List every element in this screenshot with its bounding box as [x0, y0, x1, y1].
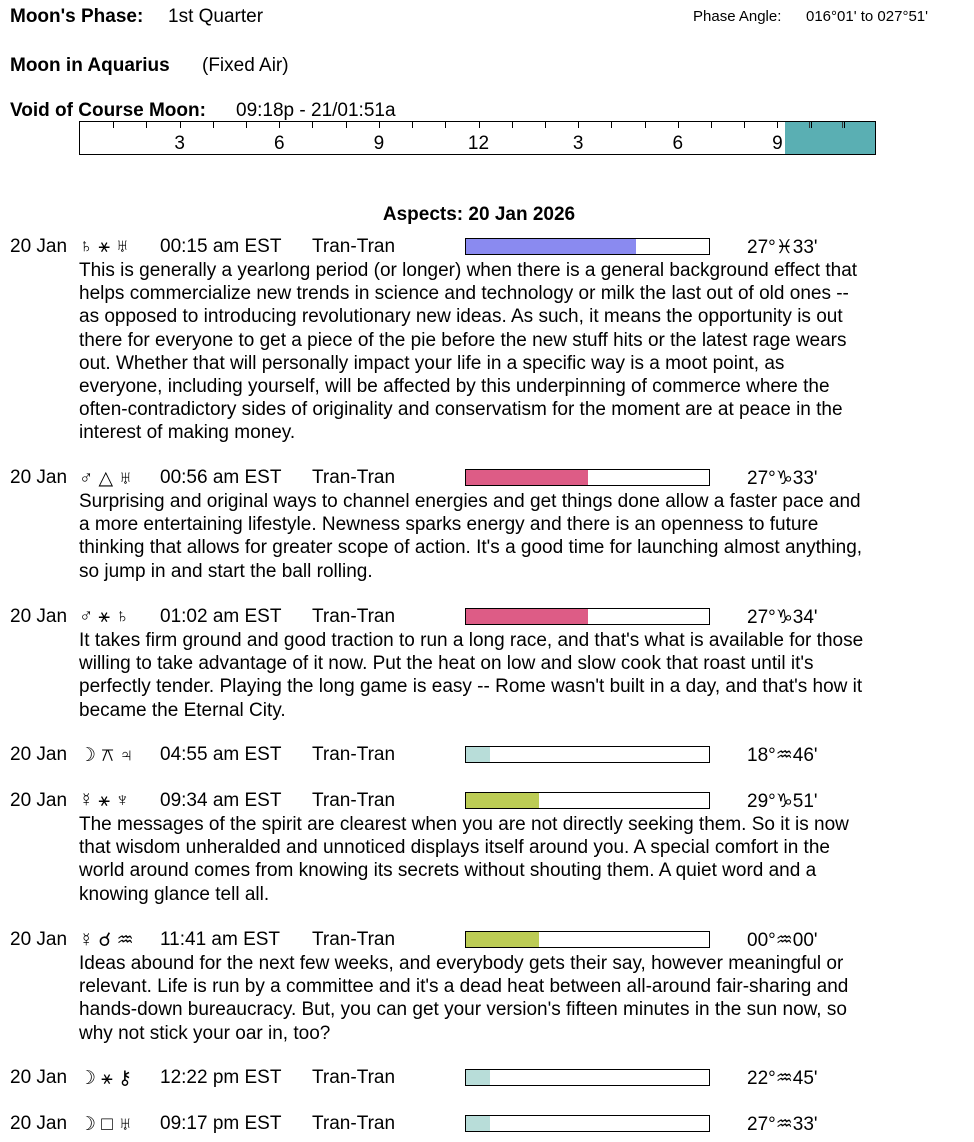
aspect-glyphs: ♂ ⚹ ♄	[79, 606, 130, 627]
aspect-entry	[10, 236, 960, 445]
timeline-hour-tick	[844, 122, 845, 128]
aspect-time: 09:17 pm EST	[160, 1113, 282, 1134]
timeline-hour-tick	[346, 122, 347, 128]
aspect-strength-bar	[465, 469, 710, 486]
timeline-hour-tick	[811, 122, 812, 128]
aspect-header	[10, 744, 960, 767]
aspect-time: 09:34 am EST	[160, 790, 282, 811]
aspect-description-line: thinking that allows for greater scope of action. It's a good time for launching almost anything,	[79, 537, 863, 559]
aspect-date: 20 Jan	[10, 1067, 68, 1088]
aspect-strength-fill	[466, 747, 490, 762]
aspect-time: 04:55 am EST	[160, 744, 282, 765]
aspect-description-line: as opposed to introducing revolutionary new ideas. As such, it means the opportunity is out	[79, 306, 843, 328]
timeline-hour-tick	[246, 122, 247, 128]
aspect-entry	[10, 929, 960, 1045]
aspect-strength-bar	[465, 238, 710, 255]
aspect-type: Tran-Tran	[312, 744, 396, 765]
aspect-date: 20 Jan	[10, 1113, 68, 1134]
aspect-description-line: This is generally a yearlong period (or longer) when there is a general background effect that	[79, 260, 858, 281]
timeline-hour-tick	[744, 122, 745, 128]
aspect-description-line: why not stick your oar in, too?	[79, 1022, 331, 1044]
aspect-time: 00:56 am EST	[160, 467, 282, 488]
aspect-description-line: knowing glance tell all.	[79, 883, 270, 905]
aspect-glyphs: ♂ △ ♅	[79, 468, 133, 489]
aspect-description-line: Ideas abound for the next few weeks, and everybody gets their say, however meaningful or	[79, 953, 844, 974]
aspect-date: 20 Jan	[10, 744, 68, 765]
aspect-header	[10, 1113, 960, 1136]
aspect-strength-bar	[465, 1115, 710, 1132]
aspect-type: Tran-Tran	[312, 606, 396, 627]
timeline-hour-tick	[213, 122, 214, 128]
timeline-hour-label: 6	[273, 133, 285, 154]
aspect-date: 20 Jan	[10, 929, 68, 950]
aspect-type: Tran-Tran	[312, 236, 396, 257]
timeline-hour-tick	[180, 122, 181, 128]
aspect-description-line: out. Whether that will personally impact your life in a specific way is a moot point, as	[79, 352, 785, 374]
timeline-hour-tick	[445, 122, 446, 128]
timeline-hour-tick	[512, 122, 513, 128]
aspect-type: Tran-Tran	[312, 1067, 396, 1088]
aspects-title: Aspects: 20 Jan 2026	[382, 204, 576, 225]
voc-value: 09:18p - 21/01:51a	[236, 100, 396, 121]
timeline-hour-label: 9	[373, 133, 385, 154]
aspect-description	[79, 259, 960, 445]
aspect-description-line: helps commercialize new trends in science and technology or milk the last out of old ones --	[79, 283, 849, 305]
aspect-description-line: hands-down bureaucracy. But, you can get your version's fifteen minutes in the sun now, so	[79, 999, 847, 1021]
aspect-description-line: The messages of the spirit are clearest when you are not directly seeking them. So it is now	[79, 814, 849, 835]
aspect-header	[10, 790, 960, 813]
aspect-strength-fill	[466, 932, 539, 947]
aspect-degree: 18°♒46'	[747, 745, 818, 766]
aspect-description-line: a more entertaining lifestyle. Newness sparks energy and there is an openness to future	[79, 514, 819, 536]
aspect-description-line: there for everyone to get a piece of the pie before the new stuff hits or the latest rage wears	[79, 329, 847, 351]
aspect-description	[79, 629, 960, 722]
timeline-hour-tick	[479, 122, 480, 128]
aspect-description	[79, 490, 960, 583]
timeline-hour-tick	[379, 122, 380, 128]
aspect-glyphs: ☽ ⚻ ♃	[79, 745, 134, 766]
aspect-date: 20 Jan	[10, 236, 68, 257]
aspect-description-line: relevant. Life is run by a committee and it's a dead heat between all-around fair-sharing and	[79, 976, 849, 998]
aspect-degree: 27°♒33'	[747, 1114, 818, 1135]
aspect-type: Tran-Tran	[312, 467, 396, 488]
phase-angle-label: Phase Angle:	[693, 8, 782, 25]
aspect-strength-bar	[465, 746, 710, 763]
aspect-type: Tran-Tran	[312, 790, 396, 811]
phase-angle-value: 016°01' to 027°51'	[806, 8, 928, 25]
voc-label: Void of Course Moon:	[10, 100, 206, 121]
aspect-strength-fill	[466, 1070, 490, 1085]
aspect-time: 00:15 am EST	[160, 236, 282, 257]
aspect-degree: 27°♑33'	[747, 468, 818, 489]
moon-sign-quality: (Fixed Air)	[202, 55, 289, 76]
aspect-degree: 29°♑51'	[747, 791, 818, 812]
aspect-description	[79, 813, 960, 906]
aspect-description-line: so jump in and start the ball rolling.	[79, 560, 373, 582]
void-of-course-timeline	[79, 121, 876, 155]
aspect-header	[10, 236, 960, 259]
aspect-description-line: that wisdom unheralded and unnoticed displays itself around you. A special comfort in the	[79, 837, 830, 859]
aspect-strength-fill	[466, 1116, 490, 1131]
aspect-strength-bar	[465, 608, 710, 625]
aspect-strength-fill	[466, 793, 539, 808]
aspect-glyphs: ☽ □ ♅	[79, 1114, 133, 1135]
aspect-time: 12:22 pm EST	[160, 1067, 282, 1088]
aspect-description-line: Surprising and original ways to channel energies and get things done allow a faster pace and	[79, 491, 861, 512]
aspect-strength-fill	[466, 239, 636, 254]
timeline-hour-tick	[113, 122, 114, 128]
aspect-degree: 27°♓33'	[747, 237, 818, 258]
aspect-description-line: willing to take advantage of it now. Put the heat on low and slow cook that roast until it's	[79, 653, 814, 675]
aspect-description-line: It takes firm ground and good traction to run a long race, and that's what is available for those	[79, 630, 864, 651]
aspect-entry	[10, 744, 960, 767]
aspect-header	[10, 606, 960, 629]
aspect-type: Tran-Tran	[312, 929, 396, 950]
aspect-description-line: became the Eternal City.	[79, 699, 286, 721]
timeline-hour-label: 6	[672, 133, 684, 154]
aspect-date: 20 Jan	[10, 606, 68, 627]
aspect-entry	[10, 467, 960, 583]
aspect-entry	[10, 606, 960, 722]
aspect-header	[10, 467, 960, 490]
aspect-strength-bar	[465, 1069, 710, 1086]
timeline-hour-tick	[611, 122, 612, 128]
aspect-description	[79, 952, 960, 1045]
aspect-glyphs: ☿ ⚹ ♆	[79, 790, 130, 811]
aspect-entry	[10, 1067, 960, 1090]
timeline-hour-tick	[146, 122, 147, 128]
aspect-degree: 00°♒00'	[747, 930, 818, 951]
aspect-strength-bar	[465, 792, 710, 809]
aspect-strength-fill	[466, 470, 588, 485]
timeline-hour-label: 9	[772, 133, 783, 154]
timeline-hour-tick	[578, 122, 579, 128]
aspect-time: 11:41 am EST	[160, 929, 281, 950]
voc-hour-tick	[842, 122, 843, 128]
aspect-description-line: everyone, including yourself, will be affected by this underpinning of commerce where the	[79, 376, 830, 398]
aspect-strength-bar	[465, 931, 710, 948]
aspect-description-line: often-contradictory sides of originality and conservatism for the moment are at peace in the	[79, 399, 843, 421]
aspect-header	[10, 929, 960, 952]
aspect-degree: 22°♒45'	[747, 1068, 818, 1089]
timeline-hour-tick	[645, 122, 646, 128]
phase-label: Moon's Phase:	[10, 6, 144, 27]
aspect-entry	[10, 790, 960, 906]
timeline-hour-label: 12	[467, 133, 490, 154]
timeline-hour-tick	[279, 122, 280, 128]
aspect-glyphs: ☽ ⚹ ⚷	[79, 1068, 132, 1089]
timeline-hour-tick	[312, 122, 313, 128]
timeline-hour-tick	[711, 122, 712, 128]
timeline-hour-tick	[545, 122, 546, 128]
phase-value: 1st Quarter	[168, 6, 264, 27]
aspect-description-line: perfectly tender. Playing the long game is easy -- Rome wasn't built in a day, and that's how it	[79, 676, 863, 698]
aspect-degree: 27°♑34'	[747, 607, 818, 628]
timeline-hour-tick	[777, 122, 778, 128]
aspect-description-line: interest of making money.	[79, 422, 296, 444]
timeline-hour-label: 3	[174, 133, 185, 154]
timeline-hour-label: 3	[572, 133, 584, 154]
aspect-strength-fill	[466, 609, 588, 624]
aspect-header	[10, 1067, 960, 1090]
aspect-glyphs: ♄ ⚹ ♅	[79, 236, 130, 257]
aspect-type: Tran-Tran	[312, 1113, 396, 1134]
timeline-hour-tick	[412, 122, 413, 128]
aspect-time: 01:02 am EST	[160, 606, 282, 627]
aspect-date: 20 Jan	[10, 467, 68, 488]
void-of-course-fill	[785, 122, 875, 154]
aspect-entry	[10, 1113, 960, 1136]
aspect-date: 20 Jan	[10, 790, 68, 811]
timeline-hour-tick	[678, 122, 679, 128]
voc-hour-tick	[809, 122, 810, 128]
aspect-glyphs: ☿ ☌ ♒	[79, 930, 134, 951]
aspect-description-line: world around comes from knowing its secrets without shouting them. A quiet word and a	[79, 860, 817, 882]
moon-sign-label: Moon in Aquarius	[10, 55, 170, 76]
